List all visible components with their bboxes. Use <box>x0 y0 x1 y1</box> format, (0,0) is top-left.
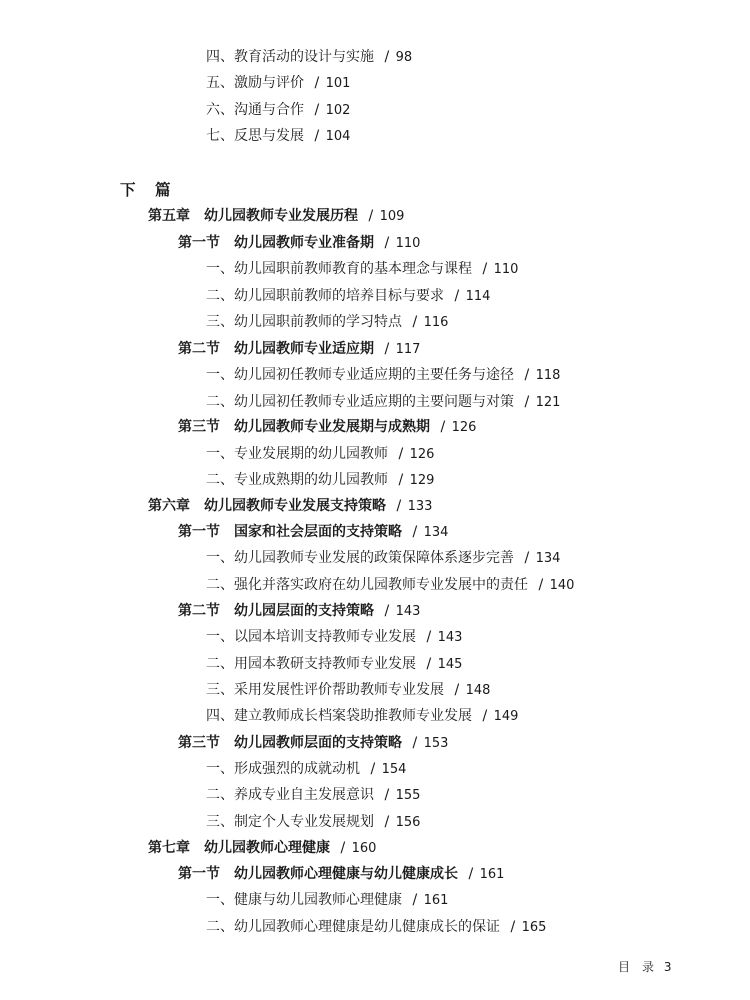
page-separator: / <box>520 550 534 566</box>
toc-page-number: 165 <box>521 920 547 935</box>
toc-entry-label: 二、养成专业自主发展意识 <box>206 787 374 803</box>
toc-page-number: 98 <box>395 50 413 65</box>
toc-subsection <box>206 258 518 280</box>
toc-page-number: 143 <box>395 604 421 619</box>
toc-section <box>178 338 420 360</box>
toc-subsection <box>206 364 560 386</box>
toc-subsection <box>206 99 350 121</box>
toc-entry-label: 第二节 幼儿园层面的支持策略 <box>178 603 374 619</box>
toc-page-number: 126 <box>409 447 435 462</box>
toc-entry-label: 二、幼儿园教师心理健康是幼儿健康成长的保证 <box>206 919 500 935</box>
toc-entry-label: 二、幼儿园职前教师的培养目标与要求 <box>206 288 444 304</box>
toc-subsection <box>206 391 560 413</box>
toc-page-number: 134 <box>423 525 449 540</box>
footer-section-label: 目 录 <box>618 960 655 974</box>
page-separator: / <box>506 919 520 935</box>
page-separator: / <box>436 419 450 435</box>
toc-section <box>178 863 504 885</box>
toc-chapter <box>148 837 376 859</box>
toc-section <box>178 521 448 543</box>
page-separator: / <box>408 524 422 540</box>
toc-entry-label: 二、专业成熟期的幼儿园教师 <box>206 472 388 488</box>
page-separator: / <box>478 261 492 277</box>
toc-page-number: 110 <box>395 236 421 251</box>
toc-section <box>178 600 420 622</box>
page-separator: / <box>408 735 422 751</box>
page-separator: / <box>336 840 350 856</box>
toc-entry-label: 一、形成强烈的成就动机 <box>206 761 360 777</box>
page-separator: / <box>464 866 478 882</box>
toc-page-number: 149 <box>493 709 519 724</box>
toc-entry-label: 第六章 幼儿园教师专业发展支持策略 <box>148 498 386 514</box>
toc-subsection <box>206 443 434 465</box>
toc-subsection <box>206 653 462 675</box>
toc-subsection <box>206 784 420 806</box>
page-separator: / <box>478 708 492 724</box>
page-separator: / <box>408 892 422 908</box>
toc-page-number: 153 <box>423 736 449 751</box>
toc-entry-label: 六、沟通与合作 <box>206 102 304 118</box>
toc-subsection <box>206 705 518 727</box>
toc-page-number: 104 <box>325 129 351 144</box>
toc-page-number: 133 <box>407 499 433 514</box>
toc-entry-label: 二、用园本教研支持教师专业发展 <box>206 656 416 672</box>
toc-page-number: 109 <box>379 209 405 224</box>
toc-page-number: 140 <box>549 578 575 593</box>
page-separator: / <box>392 498 406 514</box>
toc-page-number: 101 <box>325 76 351 91</box>
toc-page-number: 118 <box>535 368 561 383</box>
page-separator: / <box>364 208 378 224</box>
toc-page-number: 134 <box>535 551 561 566</box>
toc-entry-label: 五、激励与评价 <box>206 75 304 91</box>
page-separator: / <box>380 49 394 65</box>
page-separator: / <box>408 314 422 330</box>
toc-entry-label: 二、强化并落实政府在幼儿园教师专业发展中的责任 <box>206 577 528 593</box>
toc-entry-label: 三、幼儿园职前教师的学习特点 <box>206 314 402 330</box>
page-separator: / <box>310 75 324 91</box>
toc-page-number: 143 <box>437 630 463 645</box>
toc-subsection <box>206 311 448 333</box>
toc-chapter <box>148 495 432 517</box>
toc-page-number: 121 <box>535 395 561 410</box>
toc-page-number: 148 <box>465 683 491 698</box>
toc-entry-label: 三、采用发展性评价帮助教师专业发展 <box>206 682 444 698</box>
toc-subsection <box>206 626 462 648</box>
toc-entry-label: 一、幼儿园初任教师专业适应期的主要任务与途径 <box>206 367 514 383</box>
page-separator: / <box>366 761 380 777</box>
toc-entry-label: 四、建立教师成长档案袋助推教师专业发展 <box>206 708 472 724</box>
toc-page-number: 126 <box>451 420 477 435</box>
toc-page-number: 161 <box>479 867 505 882</box>
page-separator: / <box>422 629 436 645</box>
toc-subsection <box>206 758 406 780</box>
page-separator: / <box>380 603 394 619</box>
toc-subsection <box>206 125 350 147</box>
toc-subsection <box>206 547 560 569</box>
toc-page-number: 160 <box>351 841 377 856</box>
toc-subsection <box>206 285 490 307</box>
part-heading-label: 下 篇 <box>120 181 173 199</box>
toc-entry-label: 一、专业发展期的幼儿园教师 <box>206 446 388 462</box>
toc-page-number: 156 <box>395 815 421 830</box>
toc-section <box>178 232 420 254</box>
toc-section <box>178 416 476 438</box>
toc-subsection <box>206 811 420 833</box>
toc-entry-label: 一、健康与幼儿园教师心理健康 <box>206 892 402 908</box>
toc-page-number: 117 <box>395 342 421 357</box>
toc-entry-label: 一、以园本培训支持教师专业发展 <box>206 629 416 645</box>
page-separator: / <box>310 102 324 118</box>
toc-subsection <box>206 679 490 701</box>
page-separator: / <box>422 656 436 672</box>
page-separator: / <box>394 472 408 488</box>
toc-page-number: 129 <box>409 473 435 488</box>
toc-entry-label: 第一节 幼儿园教师专业准备期 <box>178 235 374 251</box>
toc-entry-label: 三、制定个人专业发展规划 <box>206 814 374 830</box>
toc-entry-label: 第三节 幼儿园教师层面的支持策略 <box>178 735 402 751</box>
toc-entry-label: 第二节 幼儿园教师专业适应期 <box>178 341 374 357</box>
toc-subsection <box>206 574 574 596</box>
toc-page-number: 102 <box>325 103 351 118</box>
toc-section <box>178 732 448 754</box>
toc-page-number: 110 <box>493 262 519 277</box>
toc-subsection <box>206 889 448 911</box>
page-separator: / <box>450 682 464 698</box>
toc-entry-label: 第七章 幼儿园教师心理健康 <box>148 840 330 856</box>
page-separator: / <box>394 446 408 462</box>
page-separator: / <box>310 128 324 144</box>
toc-page-number: 114 <box>465 289 491 304</box>
page-separator: / <box>380 341 394 357</box>
page-separator: / <box>520 367 534 383</box>
toc-page-number: 155 <box>395 788 421 803</box>
toc-page-number: 154 <box>381 762 407 777</box>
toc-entry-label: 四、教育活动的设计与实施 <box>206 49 374 65</box>
toc-entry-label: 七、反思与发展 <box>206 128 304 144</box>
toc-subsection <box>206 916 546 938</box>
footer-page-number: 3 <box>663 960 672 974</box>
toc-entry-label: 二、幼儿园初任教师专业适应期的主要问题与对策 <box>206 394 514 410</box>
page-footer <box>618 958 671 975</box>
toc-subsection <box>206 72 350 94</box>
page-separator: / <box>380 787 394 803</box>
page-separator: / <box>534 577 548 593</box>
toc-entry-label: 一、幼儿园教师专业发展的政策保障体系逐步完善 <box>206 550 514 566</box>
toc-entry-label: 一、幼儿园职前教师教育的基本理念与课程 <box>206 261 472 277</box>
page-separator: / <box>380 814 394 830</box>
toc-entry-label: 第一节 幼儿园教师心理健康与幼儿健康成长 <box>178 866 458 882</box>
toc-entry-label: 第一节 国家和社会层面的支持策略 <box>178 524 402 540</box>
toc-subsection <box>206 469 434 491</box>
toc-entry-label: 第五章 幼儿园教师专业发展历程 <box>148 208 358 224</box>
toc-chapter <box>148 205 404 227</box>
page-separator: / <box>380 235 394 251</box>
page-separator: / <box>450 288 464 304</box>
page-separator: / <box>520 394 534 410</box>
toc-page-number: 161 <box>423 893 449 908</box>
toc-entry-label: 第三节 幼儿园教师专业发展期与成熟期 <box>178 419 430 435</box>
part-heading <box>120 178 173 200</box>
toc-page-number: 145 <box>437 657 463 672</box>
toc-page-number: 116 <box>423 315 449 330</box>
toc-subsection <box>206 46 412 68</box>
